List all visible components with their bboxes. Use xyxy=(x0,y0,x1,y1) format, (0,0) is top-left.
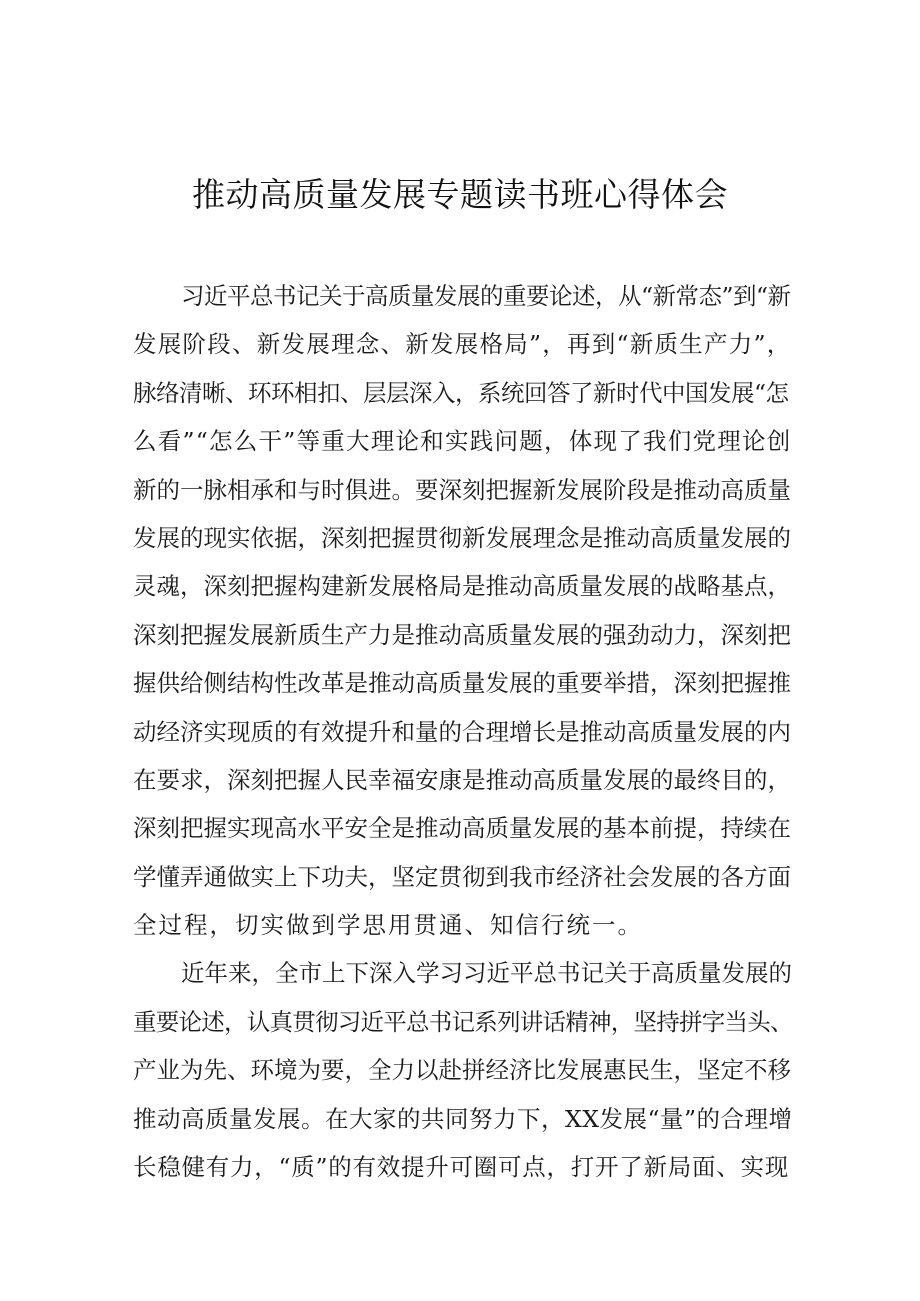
text-line: 全过程，切实做到学思用贯通、知信行统一。 xyxy=(133,911,643,940)
text-line: 发展阶段、新发展理念、新发展格局”，再到“新质生产力”， xyxy=(133,330,792,359)
text-line: 动经济实现质的有效提升和量的合理增长是推动高质量发展的内 xyxy=(133,717,791,746)
document-body xyxy=(133,272,793,1191)
text-line: 握供给侧结构性改革是推动高质量发展的重要举措，深刻把握推 xyxy=(133,669,791,698)
text-line: 产业为先、环境为要，全力以赴拼经济比发展惠民生，坚定不移 xyxy=(133,1056,791,1085)
paragraph-2 xyxy=(133,949,793,1191)
text-line: 发展的现实依据，深刻把握贯彻新发展理念是推动高质量发展的 xyxy=(133,523,791,552)
text-line: 在要求，深刻把握人民幸福安康是推动高质量发展的最终目的， xyxy=(133,765,791,794)
text-line: 习近平总书记关于高质量发展的重要论述，从“新常态”到“新 xyxy=(181,282,791,310)
text-line: 灵魂，深刻把握构建新发展格局是推动高质量发展的战略基点， xyxy=(133,572,791,601)
text-line: 新的一脉相承和与时俱进。要深刻把握新发展阶段是推动高质量 xyxy=(133,475,791,504)
text-line: 么看”“怎么干”等重大理论和实践问题，体现了我们党理论创 xyxy=(133,427,792,456)
text-line: 深刻把握发展新质生产力是推动高质量发展的强劲动力，深刻把 xyxy=(133,620,791,649)
text-line: 近年来，全市上下深入学习习近平总书记关于高质量发展的 xyxy=(181,959,792,988)
text-line: 推动高质量发展。在大家的共同努力下，XX发展“量”的合理增 xyxy=(133,1104,793,1133)
text-line: 重要论述，认真贯彻习近平总书记系列讲话精神，坚持拼字当头、 xyxy=(133,1007,793,1036)
text-line: 长稳健有力，“质”的有效提升可圈可点，打开了新局面、实现 xyxy=(133,1153,790,1182)
document-title: 推动高质量发展专题读书班心得体会 xyxy=(192,175,728,214)
text-line: 学懂弄通做实上下功夫，坚定贯彻到我市经济社会发展的各方面 xyxy=(133,862,791,891)
text-line: 脉络清晰、环环相扣、层层深入，系统回答了新时代中国发展“怎 xyxy=(133,378,789,407)
paragraph-1 xyxy=(133,272,793,949)
text-line: 深刻把握实现高水平安全是推动高质量发展的基本前提，持续在 xyxy=(133,814,791,843)
